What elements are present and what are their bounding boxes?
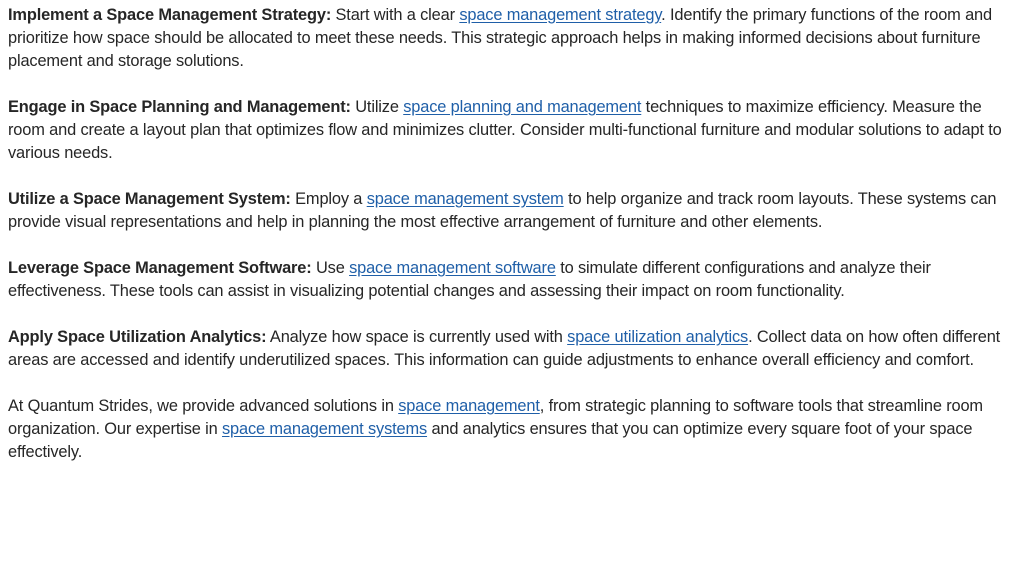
- document-body: [8, 4, 1018, 487]
- paragraph-heading: Engage in Space Planning and Management:: [8, 98, 351, 116]
- paragraph-space-utilization-analytics: [8, 326, 1018, 372]
- paragraph-heading: Implement a Space Management Strategy:: [8, 6, 332, 24]
- paragraph-text: to simulate different configurations and analyze their effectiveness. These tools can assist in visualizing potential changes and assessing their impact on room functionality.: [8, 259, 931, 300]
- paragraph-text: and analytics ensures that you can optimize every square foot of your space effectively.: [8, 420, 973, 461]
- paragraph-text: techniques to maximize efficiency. Measure the room and create a layout plan that optimizes flow and minimizes clutter. Consider multi-functional furniture and modular solutions to adapt to various needs.: [8, 98, 1002, 162]
- paragraph-heading: Apply Space Utilization Analytics:: [8, 328, 267, 346]
- link-space-management-strategy[interactable]: space management strategy: [459, 6, 662, 24]
- link-space-utilization-analytics[interactable]: space utilization analytics: [567, 328, 749, 346]
- paragraph-text: Utilize: [350, 98, 404, 116]
- paragraph-heading: Leverage Space Management Software:: [8, 259, 312, 277]
- paragraph-space-planning: [8, 96, 1018, 165]
- paragraph-text: . Collect data on how often different areas are accessed and identify underutilized spaces. This information can guide adjustments to enhance overall efficiency and comfort.: [8, 328, 1001, 369]
- paragraph-text: to help organize and track room layouts. These systems can provide visual representations and help in planning the most effective arrangement of furniture and other elements.: [8, 190, 997, 231]
- paragraph-closing: [8, 395, 1018, 464]
- link-space-management[interactable]: space management: [398, 397, 540, 415]
- link-space-management-systems[interactable]: space management systems: [222, 420, 428, 438]
- link-space-management-software[interactable]: space management software: [349, 259, 556, 277]
- paragraph-text: Analyze how space is currently used with: [266, 328, 568, 346]
- link-space-management-system[interactable]: space management system: [366, 190, 564, 208]
- paragraph-text: Employ a: [290, 190, 367, 208]
- paragraph-text: At Quantum Strides, we provide advanced solutions in: [8, 397, 399, 415]
- paragraph-text: , from strategic planning to software tools that streamline room organization. Our expertise in: [8, 397, 983, 438]
- paragraph-text: . Identify the primary functions of the room and prioritize how space should be allocated to meet these needs. This strategic approach helps in making informed decisions about furniture placement and storage solutions.: [8, 6, 992, 70]
- paragraph-space-management-system: [8, 188, 1018, 234]
- link-space-planning-and-management[interactable]: space planning and management: [403, 98, 642, 116]
- paragraph-space-management-strategy: [8, 4, 1018, 73]
- paragraph-space-management-software: [8, 257, 1018, 303]
- paragraph-text: Start with a clear: [331, 6, 460, 24]
- paragraph-text: Use: [311, 259, 350, 277]
- paragraph-heading: Utilize a Space Management System:: [8, 190, 291, 208]
